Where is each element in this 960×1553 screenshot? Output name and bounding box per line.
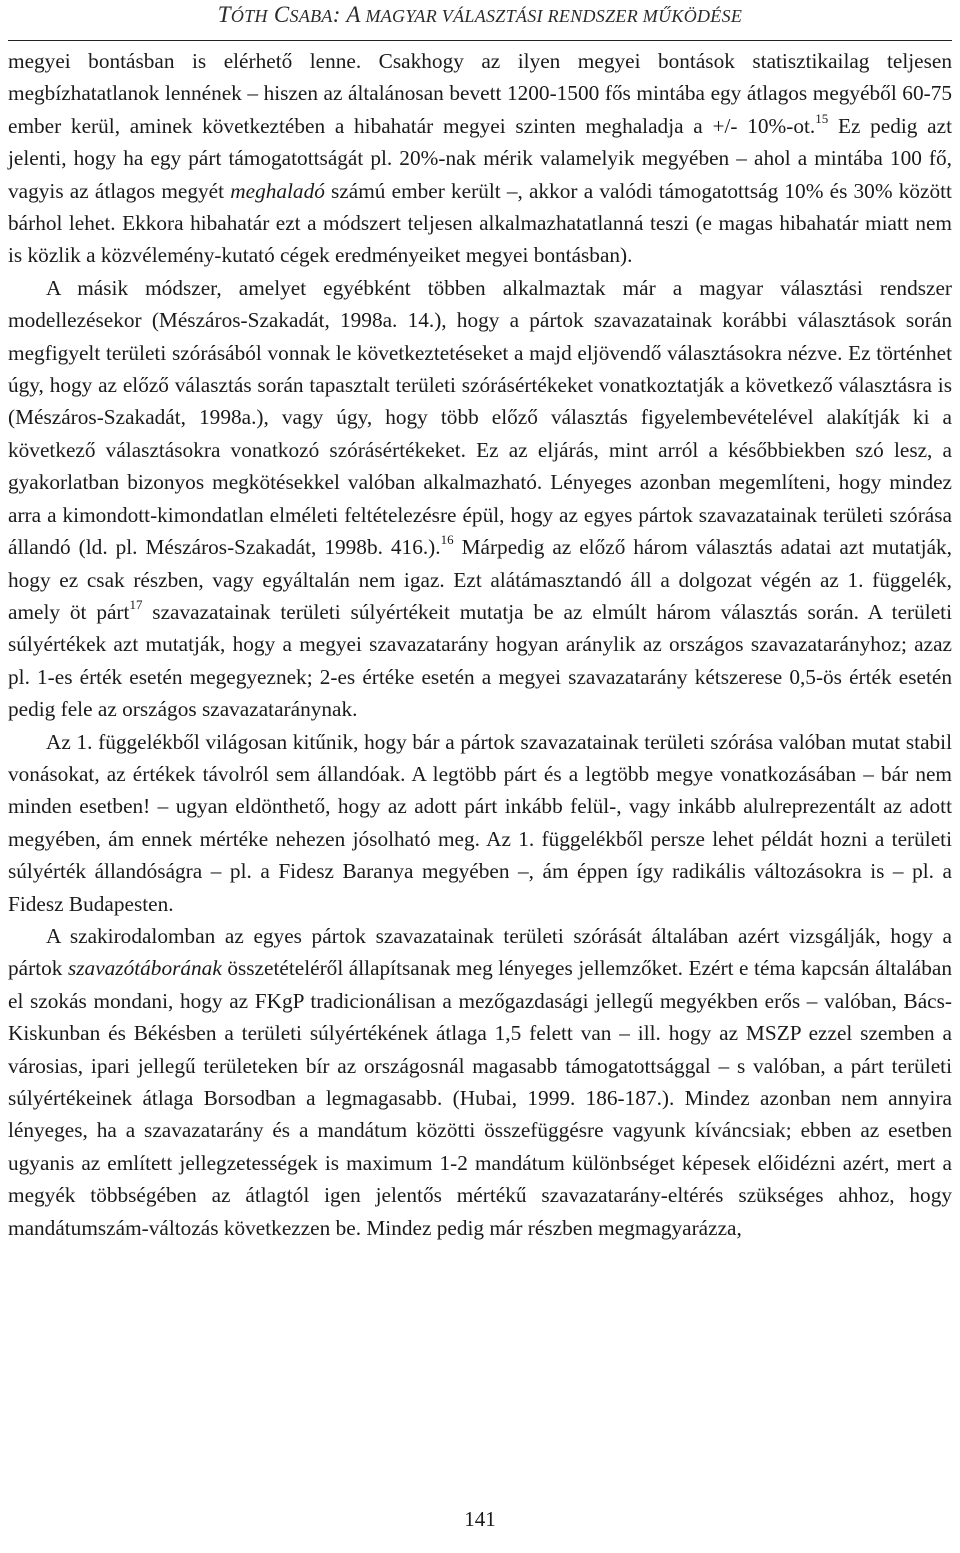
- paragraph-1: megyei bontásban is elérhető lenne. Csakhogy az ilyen megyei bontások statisztikailag teljesen megbízhatatlanok lennének – hiszen az általánosan bevett 1200-1500 fős mintába egy átlagos megyéből 60-75 ember kerül, aminek következtében a hibahatár megyei szinten meghaladja a +/- 10%-ot.$^{15}$ Ez pedig azt jelenti, hogy ha egy párt támogatottságát pl. 20%-nak mérik valamelyik megyében – ahol a mintába 100 fő, vagyis az átlagos megyét meghaladó számú ember került –, akkor a valódi támogatottság 10% és 30% között bárhol lehet. Ekkora hibahatár ezt a módszert teljesen alkalmazhatatlanná teszi (e magas hibahatár miatt nem is közlik a közvélemény-kutató cégek eredményeiket megyei bontásban).: [8, 49, 952, 268]
- paragraph-2: A másik módszer, amelyet egyébként többen alkalmaztak már a magyar választási rendszer modellezésekor (Mészáros-Szakadát, 1998a. 14.), hogy a pártok szavazatainak korábbi választások során megfigyelt területi szórásából vonnak le következtetéseket a majd eljövendő választásokra nézve. Ez történhet úgy, hogy az előző választás során tapasztalt területi szórásértékeket vonatkoztatják a következő választásra is (Mészáros-Szakadát, 1998a.), vagy úgy, hogy több előző választás figyelembevételével alakítják ki a következő választásokra vonatkozó szórásértékeket. Ez az eljárás, mint arról a későbbiekben szó lesz, a gyakorlatban bizonyos megkötésekkel valóban alkalmazható. Lényeges azonban megemlíteni, hogy mindez arra a kimondott-kimondatlan elméleti feltételezésre épül, hogy az egyes pártok szavazatainak területi szórása állandó (ld. pl. Mészáros-Szakadát, 1998b. 416.).$^{16}$ Márpedig az előző három választás adatai azt mutatják, hogy ez csak részben, vagy egyáltalán nem igaz. Ezt alátámasztandó áll a dolgozat végén az 1. függelék, amely öt párt$^{17}$ szavazatainak területi súlyértékeit mutatja be az elmúlt három választás során. A területi súlyértékek azt mutatják, hogy a megyei szavazatarány hogyan aránylik az országos szavazatarányhoz; azaz pl. 1-es érték esetén megegyeznek; 2-es értéke esetén a megyei szavazatarány kétszerese 0,5-ös érték esetén pedig fele az országos szavazataránynak.: [8, 275, 952, 722]
- footnote-ref-15[interactable]: 15: [815, 110, 829, 126]
- footnote-ref-16[interactable]: 16: [440, 532, 454, 547]
- running-header: TÓTH CSABA: A MAGYAR VÁLASZTÁSI RENDSZER MŰKÖDÉSE: [8, 0, 952, 41]
- header-author: TÓTH CSABA: [217, 2, 333, 27]
- paragraph-4: A szakirodalomban az egyes pártok szavazatainak területi szórását általában azért vizsgálják, hogy a pártok szavazótáborának összetételéről állapítsanak meg lényeges jellemzőket. Ezért e téma kapcsán általában el szokás mondani, hogy az FKgP tradicionálisan a mezőgazdasági jellegű megyékben erős – valóban, Bács-Kiskunban és Békésben a területi súlyértékének átlaga 1,5 felett van – ill. hogy az MSZP ezzel szemben a városias, ipari jellegű területeken bír az országosnál magasabb támogatottsággal – s valóban, a párt területi súlyértékeinek átlaga Borsodban a legmagasabb. (Hubai, 1999. 186-187.). Mindez azonban nem annyira lényeges, ha a szavazatarány és a mandátum közötti összefüggésre vagyunk kíváncsiak; ebben az esetben ugyanis az említett jellegzetességek is maximum 1-2 mandátum különbséget képesek előidézni azért, mert a megyék többségében az átlagtól igen jelentős mértékű szavazatarány-eltérés szükséges ahhoz, hogy mandátumszám-változás következzen be. Mindez pedig már részben megmagyarázza,: [8, 923, 952, 1240]
- footnote-ref-17[interactable]: 17: [129, 596, 143, 612]
- page-number: 141: [464, 1507, 496, 1531]
- header-title: A MAGYAR VÁLASZTÁSI RENDSZER MŰKÖDÉSE: [346, 2, 743, 27]
- main-text: [8, 45, 952, 1244]
- paragraph-3: Az 1. függelékből világosan kitűnik, hogy bár a pártok szavazatainak területi szórása valóban mutat stabil vonásokat, az értékek távolról sem állandóak. A legtöbb párt és a legtöbb megye vonatkozásában – bár nem minden esetben! – ugyan eldönthető, hogy az adott párt inkább felül-, vagy inkább alulreprezentált az adott megyében, ám ennek mértéke nehezen jósolható meg. Az 1. függelékből persze lehet példát hozni a területi súlyérték állandóságra – pl. a Fidesz Baranya megyében –, ám éppen így radikális változásokra is – pl. a Fidesz Budapesten.: [8, 729, 952, 916]
